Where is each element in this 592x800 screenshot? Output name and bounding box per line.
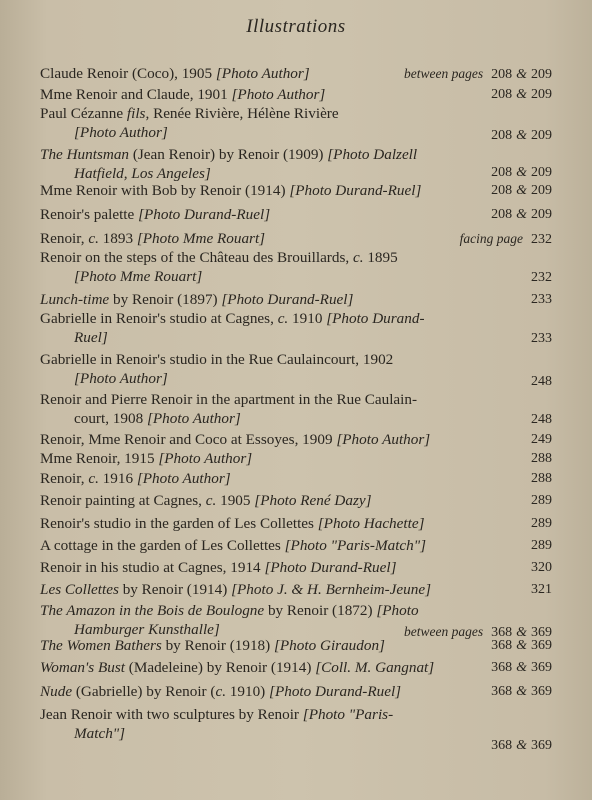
caption-segment: Renoir, — [40, 470, 89, 487]
caption-segment: Lunch-time — [40, 291, 110, 308]
illustration-entry — [40, 491, 560, 510]
illustration-entry — [40, 430, 560, 449]
page-number: 208 — [491, 165, 513, 180]
ampersand: & — [516, 183, 527, 198]
caption-segment: [Photo "Paris- — [302, 706, 394, 723]
entry-caption — [40, 705, 560, 724]
page-reference — [491, 682, 552, 701]
page-number: 289 — [531, 493, 552, 508]
page-number: 232 — [531, 232, 552, 247]
page-number: 321 — [531, 582, 552, 597]
caption-segment: The Amazon in the Bois de Boulogne — [40, 602, 265, 619]
page-reference — [491, 736, 552, 755]
caption-segment: 1895 — [363, 249, 398, 266]
caption-segment: 1916 — [98, 470, 137, 487]
illustration-entry — [40, 682, 560, 701]
ampersand: & — [516, 67, 527, 82]
entry-caption-continuation — [40, 267, 560, 286]
caption-segment: Jean Renoir with two sculptures by Renoir — [40, 706, 303, 723]
continuation-segment: [Photo Author] — [74, 124, 168, 141]
ampersand: & — [516, 638, 527, 653]
illustration-entry — [40, 85, 560, 104]
caption-segment: [Photo Durand-Ruel] — [289, 182, 422, 199]
page-reference — [531, 290, 552, 309]
entry-caption — [40, 658, 560, 677]
page-reference — [491, 205, 552, 224]
caption-segment: (Jean Renoir) by Renoir (1909) — [129, 146, 328, 163]
caption-segment: [Photo J. & H. Bernheim-Jeune] — [231, 581, 432, 598]
ampersand: & — [516, 660, 527, 675]
caption-segment: [Photo — [376, 602, 419, 619]
caption-segment: A cottage in the garden of Les Collettes — [40, 537, 285, 554]
ampersand: & — [516, 738, 527, 753]
page-reference — [531, 558, 552, 577]
caption-segment: by Renoir (1914) — [118, 581, 232, 598]
illustration-entry — [40, 181, 560, 200]
caption-segment: [Photo Author] — [136, 470, 231, 487]
ampersand: & — [516, 625, 527, 640]
entry-caption — [40, 290, 560, 309]
illustration-entry — [40, 705, 560, 753]
caption-segment: 1893 — [98, 230, 137, 247]
illustration-entry — [40, 205, 560, 224]
entry-caption — [40, 536, 560, 555]
caption-segment: [Photo René Dazy] — [254, 492, 372, 509]
caption-segment: [Photo Durand-Ruel] — [138, 206, 271, 223]
page-number: 233 — [531, 292, 552, 307]
caption-segment: Renoir's palette — [40, 206, 139, 223]
page-reference — [531, 329, 552, 348]
page-number: 209 — [531, 67, 552, 82]
caption-segment: [Photo Author] — [231, 86, 326, 103]
entry-caption-continuation — [40, 369, 560, 388]
caption-segment: Renoir on the steps of the Château des Brouillards, — [40, 249, 353, 266]
entry-caption — [40, 309, 560, 328]
page-number: 368 — [491, 625, 513, 640]
page-number: 289 — [531, 538, 552, 553]
illustration-entry — [40, 309, 560, 347]
caption-segment: The Women Bathers — [40, 637, 162, 654]
page-number: 209 — [531, 128, 552, 143]
page-number: 289 — [531, 516, 552, 531]
continuation-segment: Hamburger Kunsthalle] — [74, 621, 220, 638]
entry-caption — [40, 248, 560, 267]
page-reference — [531, 469, 552, 488]
caption-segment: Renoir painting at Cagnes, — [40, 492, 206, 509]
caption-segment: Gabrielle in Renoir's studio in the Rue Caulaincourt, 1902 — [40, 351, 394, 368]
caption-segment: 1910) — [226, 683, 270, 700]
page-reference — [491, 658, 552, 677]
page-reference — [491, 163, 552, 182]
page-reference — [460, 229, 552, 249]
page-number: 248 — [531, 412, 552, 427]
illustration-entry — [40, 469, 560, 488]
page-number: 369 — [531, 638, 552, 653]
illustration-entry — [40, 658, 560, 677]
entry-caption — [40, 558, 560, 577]
ampersand: & — [516, 684, 527, 699]
caption-segment: 1910 — [288, 310, 327, 327]
page-number: 208 — [491, 207, 513, 222]
caption-segment: Renoir in his studio at Cagnes, 1914 — [40, 559, 265, 576]
page-number: 248 — [531, 374, 552, 389]
caption-segment: Renoir, Mme Renoir and Coco at Essoyes, 1909 — [40, 431, 337, 448]
entry-caption — [40, 85, 560, 104]
page-number: 208 — [491, 67, 513, 82]
page-reference — [531, 430, 552, 449]
caption-segment: Renoir's studio in the garden of Les Collettes — [40, 515, 318, 532]
caption-segment: Paul Cézanne — [40, 105, 127, 122]
caption-segment: Woman's Bust — [40, 659, 125, 676]
illustration-entry — [40, 350, 560, 388]
page-reference — [491, 636, 552, 655]
page-number: 369 — [531, 738, 552, 753]
ampersand: & — [516, 128, 527, 143]
page-number: 368 — [491, 738, 513, 753]
illustration-entry — [40, 536, 560, 555]
illustration-entry — [40, 229, 560, 248]
illustration-entry — [40, 449, 560, 468]
caption-segment: Claude Renoir (Coco), 1905 — [40, 65, 216, 82]
continuation-segment: [Photo Mme Rouart] — [74, 268, 203, 285]
entry-caption — [40, 205, 560, 224]
page-reference-note: between pages — [404, 624, 484, 639]
illustration-entry — [40, 636, 560, 655]
entry-caption-continuation — [40, 724, 560, 743]
page-reference-note: between pages — [404, 66, 484, 81]
caption-segment: Renoir, — [40, 230, 89, 247]
page-number: 249 — [531, 432, 552, 447]
caption-segment: [Photo Author] — [336, 431, 431, 448]
caption-segment: [Photo Durand- — [326, 310, 425, 327]
caption-segment: Nude — [40, 683, 73, 700]
continuation-segment: Hatfield, Los Angeles] — [74, 165, 211, 182]
caption-segment: c. — [352, 249, 364, 266]
caption-segment: [Photo Durand-Ruel] — [221, 291, 354, 308]
illustration-entry — [40, 64, 560, 83]
caption-segment: [Photo Dalzell — [327, 146, 418, 163]
caption-segment: 1905 — [216, 492, 255, 509]
page-reference — [531, 268, 552, 287]
page-reference — [491, 85, 552, 104]
caption-segment: fils — [126, 105, 146, 122]
illustration-entry — [40, 248, 560, 286]
illustration-entry — [40, 390, 560, 428]
caption-segment: [Photo Mme Rouart] — [136, 230, 266, 247]
page-number: 232 — [531, 270, 552, 285]
page-number: 209 — [531, 87, 552, 102]
page-number: 209 — [531, 207, 552, 222]
page-number: 369 — [531, 684, 552, 699]
page-number: 320 — [531, 560, 552, 575]
caption-segment: [Photo "Paris-Match"] — [284, 537, 427, 554]
entry-caption-continuation — [40, 123, 560, 142]
entry-caption — [40, 350, 560, 369]
page-number: 369 — [531, 660, 552, 675]
page-number: 208 — [491, 128, 513, 143]
illustration-entry — [40, 290, 560, 309]
page-reference — [531, 410, 552, 429]
page-number: 209 — [531, 165, 552, 180]
illustration-entry — [40, 580, 560, 599]
caption-segment: c. — [88, 470, 99, 487]
illustration-entry — [40, 601, 560, 639]
entry-caption-continuation — [40, 409, 560, 428]
caption-segment: (Madeleine) by Renoir (1914) — [124, 659, 316, 676]
entry-caption — [40, 390, 560, 409]
entry-caption — [40, 449, 560, 468]
caption-segment: Mme Renoir and Claude, 1901 — [40, 86, 232, 103]
caption-segment: [Coll. M. Gangnat] — [315, 659, 435, 676]
entry-caption — [40, 181, 560, 200]
caption-segment: [Photo Giraudon] — [273, 637, 385, 654]
page-number: 368 — [491, 660, 513, 675]
page-reference — [531, 580, 552, 599]
entry-caption — [40, 430, 560, 449]
page-number: 208 — [491, 183, 513, 198]
entry-caption — [40, 491, 560, 510]
caption-segment: (Gabrielle) by Renoir ( — [72, 683, 216, 700]
entry-caption — [40, 104, 560, 123]
caption-segment: [Photo Author] — [215, 65, 310, 82]
caption-segment: [Photo Durand-Ruel] — [264, 559, 397, 576]
page-number: 208 — [491, 87, 513, 102]
entry-caption — [40, 636, 560, 655]
page-reference — [531, 514, 552, 533]
page-reference — [531, 491, 552, 510]
page-number: 288 — [531, 451, 552, 466]
caption-segment: Les Collettes — [40, 581, 119, 598]
continuation-segment: Match"] — [74, 725, 126, 742]
illustration-entry — [40, 104, 560, 142]
page-number: 209 — [531, 183, 552, 198]
caption-segment: by Renoir (1872) — [264, 602, 377, 619]
caption-segment: Mme Renoir, 1915 — [40, 450, 159, 467]
continuation-segment: Ruel] — [74, 329, 108, 346]
illustration-entry — [40, 558, 560, 577]
ampersand: & — [516, 207, 527, 222]
page-reference — [531, 449, 552, 468]
entry-caption — [40, 682, 560, 701]
caption-segment: , Renée Rivière, Hélène Rivière — [145, 105, 339, 122]
illustration-entry — [40, 514, 560, 533]
caption-segment: Renoir and Pierre Renoir in the apartment in the Rue Caulain- — [40, 391, 418, 408]
continuation-segment: court, 1908 — [74, 410, 147, 427]
page-reference-note: facing page — [459, 231, 523, 246]
page-number: 233 — [531, 331, 552, 346]
caption-segment: c. — [215, 683, 226, 700]
caption-segment: c. — [205, 492, 217, 509]
caption-segment: c. — [277, 310, 289, 327]
continuation-segment: [Photo Author] — [74, 370, 168, 387]
page-number: 288 — [531, 471, 552, 486]
page-number: 368 — [491, 684, 513, 699]
entry-caption — [40, 469, 560, 488]
illustration-entry — [40, 145, 560, 183]
entry-caption-continuation — [40, 328, 560, 347]
caption-segment: Gabrielle in Renoir's studio at Cagnes, — [40, 310, 278, 327]
caption-segment: [Photo Author] — [158, 450, 253, 467]
ampersand: & — [516, 87, 527, 102]
entry-caption — [40, 145, 560, 164]
ampersand: & — [516, 165, 527, 180]
caption-segment: c. — [88, 230, 99, 247]
entry-caption — [40, 601, 560, 620]
caption-segment: Mme Renoir with Bob by Renoir (1914) — [40, 182, 290, 199]
continuation-segment: [Photo Author] — [146, 410, 241, 427]
page-reference — [491, 126, 552, 145]
page-title: Illustrations — [246, 16, 346, 37]
caption-segment: [Photo Durand-Ruel] — [269, 683, 402, 700]
caption-segment: [Photo Hachette] — [317, 515, 425, 532]
entry-caption — [40, 580, 560, 599]
page-reference — [531, 372, 552, 391]
caption-segment: by Renoir (1897) — [109, 291, 222, 308]
page-reference — [404, 64, 552, 84]
entry-caption — [40, 514, 560, 533]
page-number: 369 — [531, 625, 552, 640]
caption-segment: The Huntsman — [40, 146, 130, 163]
page-reference — [531, 536, 552, 555]
page-reference — [491, 181, 552, 200]
caption-segment: by Renoir (1918) — [161, 637, 274, 654]
page-number: 368 — [491, 638, 513, 653]
